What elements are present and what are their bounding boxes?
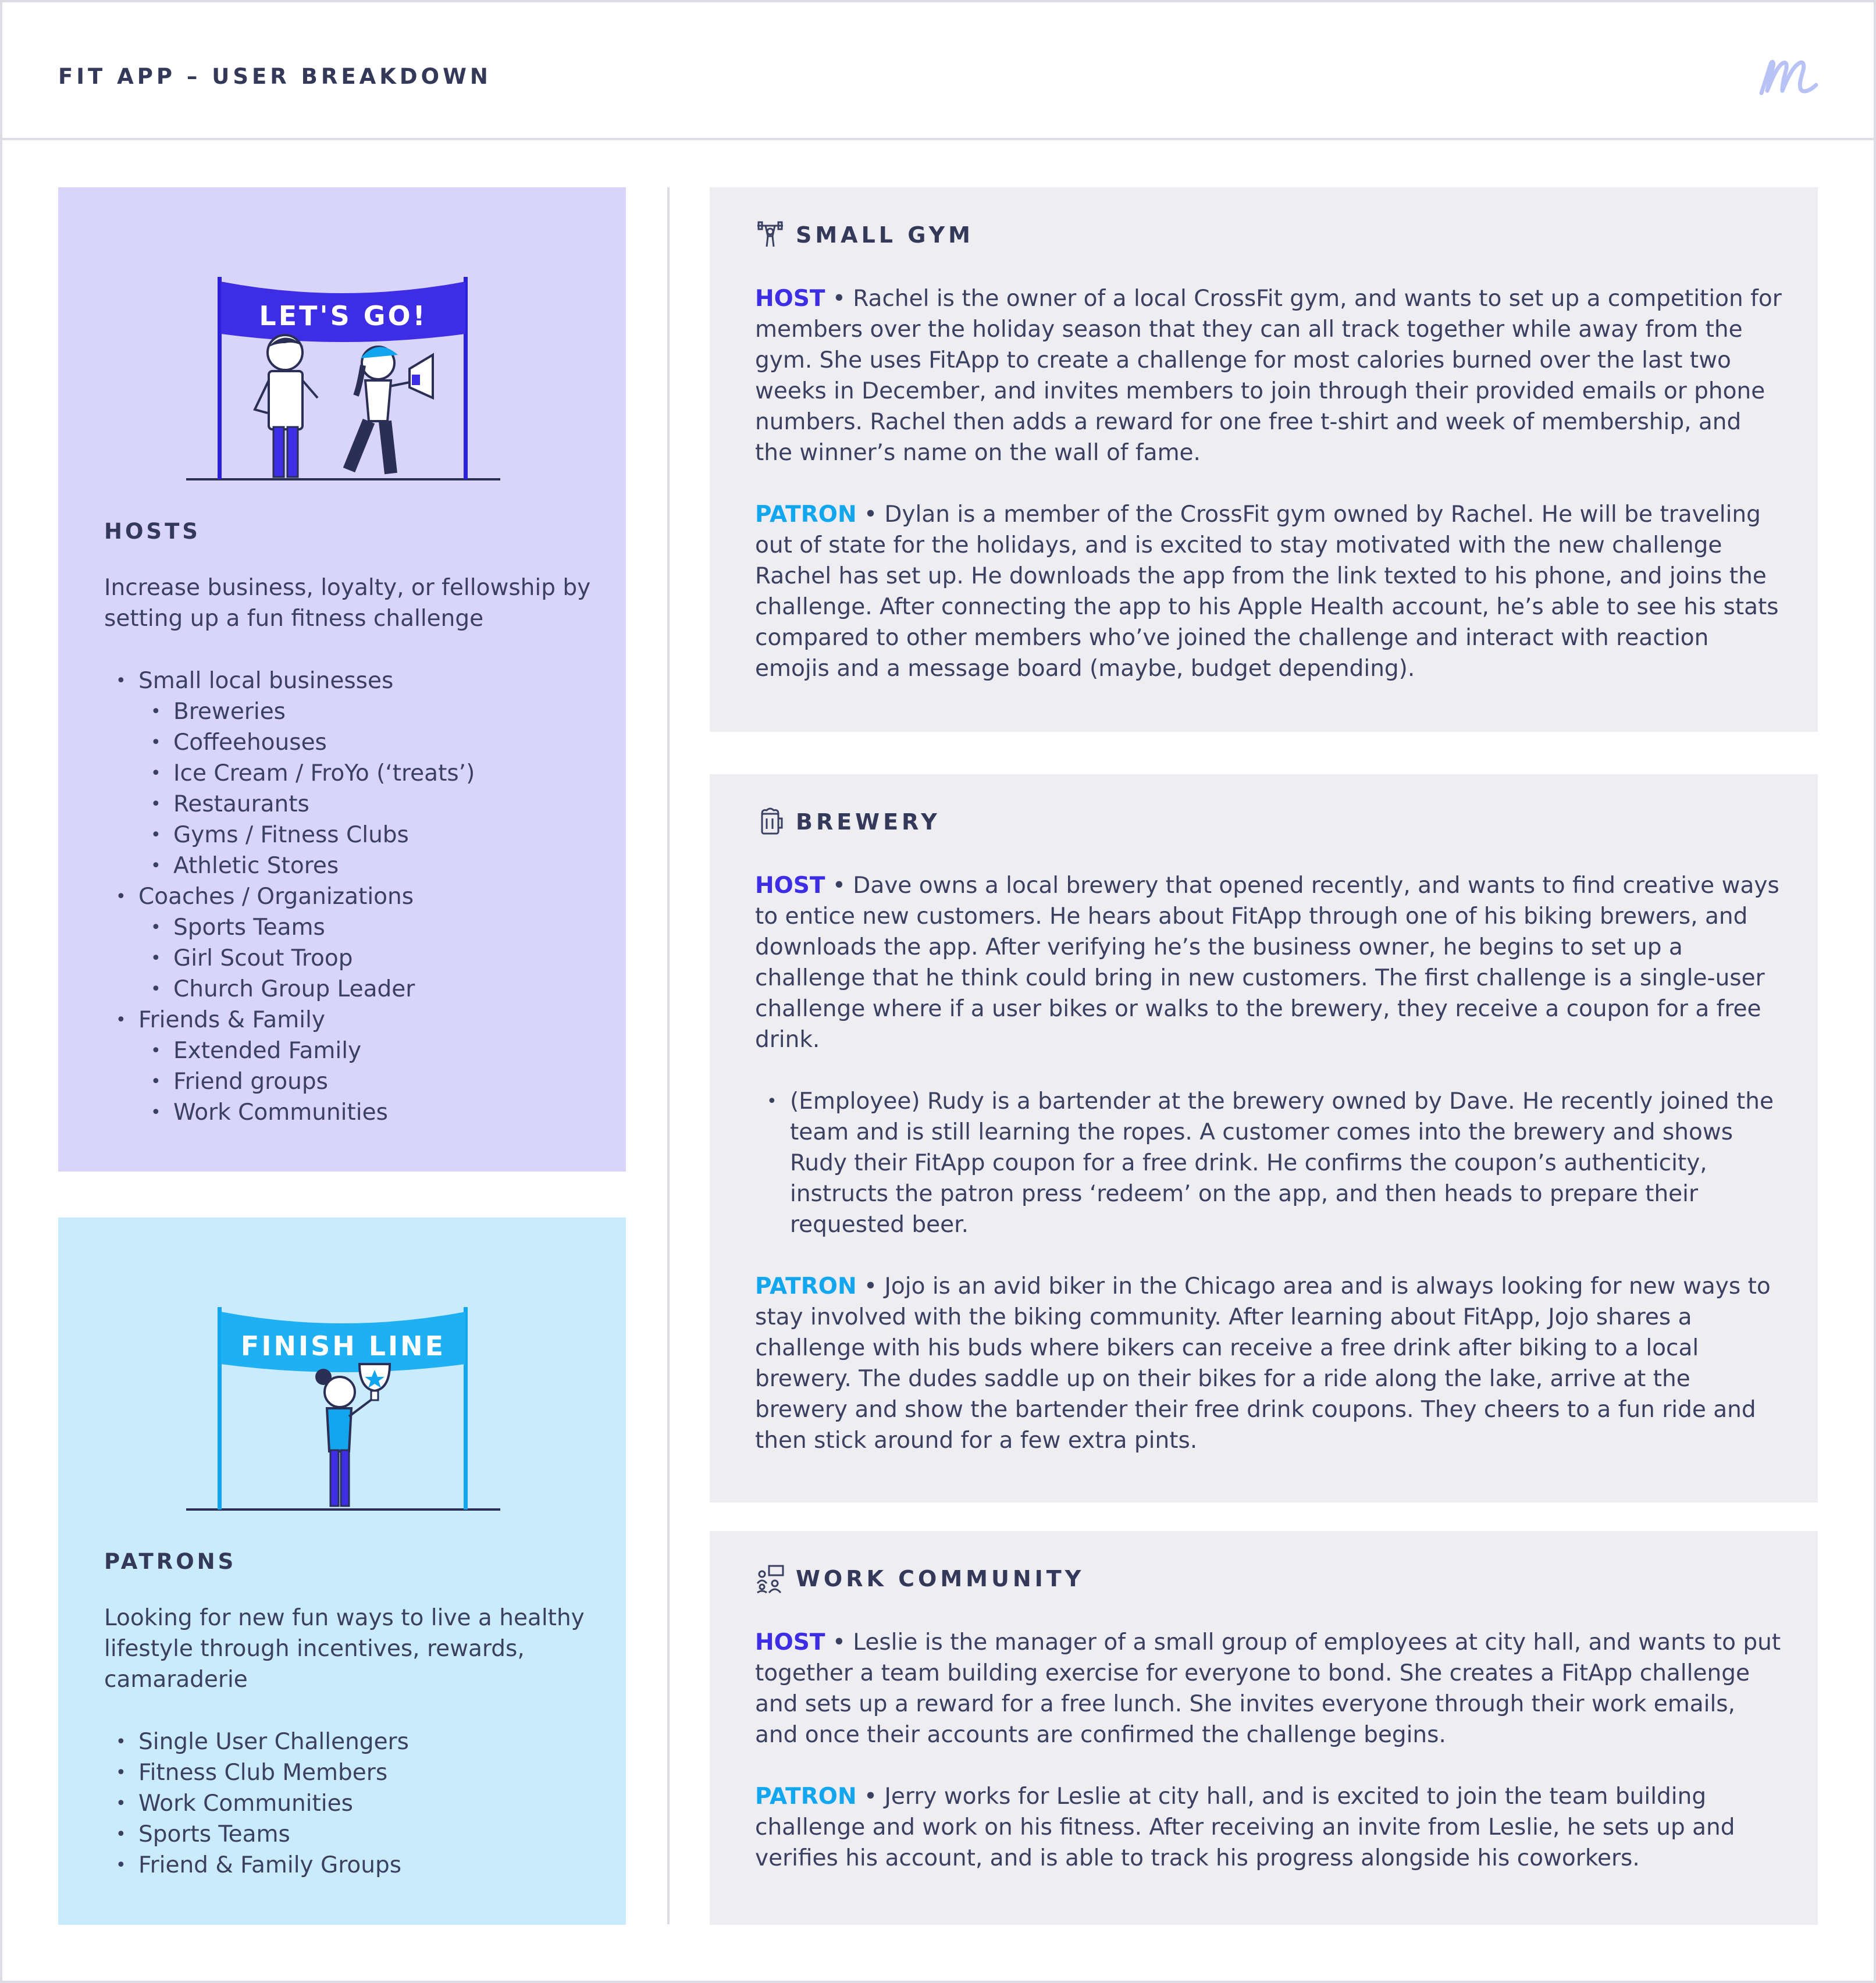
host-tag: HOST <box>755 1629 825 1656</box>
small-gym-host-paragraph <box>755 283 1785 468</box>
list-item: • Friend groups <box>104 1066 604 1097</box>
small-gym-card <box>710 187 1818 732</box>
hosts-panel <box>58 187 626 1172</box>
list-item: • Girl Scout Troop <box>104 943 604 974</box>
list-item: • Work Communities <box>104 1788 604 1819</box>
work-community-title: WORK COMMUNITY <box>796 1566 1085 1592</box>
brewery-title-row <box>755 806 941 838</box>
column-divider <box>667 187 670 1924</box>
list-item: • Church Group Leader <box>104 974 604 1005</box>
patrons-list <box>104 1726 604 1881</box>
list-item: • Work Communities <box>104 1097 604 1128</box>
list-item: • Gyms / Fitness Clubs <box>104 820 604 850</box>
lets-go-banner-illustration <box>175 223 512 485</box>
patron-text: • Dylan is a member of the CrossFit gym owned by Rachel. He will be traveling out of state for the holidays, and is excited to stay motivated with the new challenge Rachel has set up. He downloads the app from the link texted to his phone, and joins the challenge. After connecting the app to his Apple Health account, he’s able to see his stats compared to other members who’ve joined the challenge and interact with reaction emojis and a message board (maybe, budget depending). <box>755 501 1779 682</box>
brewery-host-paragraph <box>755 870 1785 1055</box>
patrons-heading: PATRONS <box>104 1549 237 1574</box>
patron-text: • Jerry works for Leslie at city hall, and is excited to join the team building challenge and work on his fitness. After receiving an invite from Leslie, he sets up and verifies his account, and is able to track his progress alongside his coworkers. <box>755 1783 1735 1871</box>
brewery-card <box>710 774 1818 1503</box>
host-text: • Rachel is the owner of a local CrossFit gym, and wants to set up a competition for members over the holiday season that they can all track together while away from the gym. She uses FitApp to create a challenge for most calories burned over the last two weeks in December, and invites members to join through their provided emails or phone numbers. Rachel then adds a reward for one free t-shirt and week of membership, and the winner’s name on the wall of fame. <box>755 286 1782 466</box>
list-item: • Coaches / Organizations <box>104 881 604 912</box>
list-item: • Small local businesses <box>104 665 604 696</box>
list-item: • Sports Teams <box>104 1819 604 1850</box>
page-header <box>0 0 1876 140</box>
list-item: • Extended Family <box>104 1035 604 1066</box>
list-item: • Single User Challengers <box>104 1726 604 1757</box>
list-item: • Restaurants <box>104 789 604 820</box>
list-item: • Friends & Family <box>104 1005 604 1035</box>
list-item: • Fitness Club Members <box>104 1757 604 1788</box>
host-text: • Leslie is the manager of a small group of employees at city hall, and wants to put together a team building exercise for everyone to bond. She creates a FitApp challenge and sets up a reward for a free lunch. She invites everyone through their work emails, and once their accounts are confirmed the challenge begins. <box>755 1629 1781 1748</box>
patron-text: • Jojo is an avid biker in the Chicago area and is always looking for new ways to stay involved with the biking community. After learning about FitApp, Jojo shares a challenge with his buds where bikers can receive a free drink after biking to a local brewery. The dudes saddle up on their bikes for a ride along the lake, arrive at the brewery and show the bartender their free drink coupons. They cheers to a fun ride and then stick around for a few extra pints. <box>755 1273 1771 1454</box>
barbell-gym-icon <box>755 220 785 250</box>
hosts-list <box>104 665 604 1128</box>
banner-lets-go-text: LET'S GO! <box>259 300 428 332</box>
hosts-description: Increase business, loyalty, or fellowship by setting up a fun fitness challenge <box>104 575 591 632</box>
hosts-heading: HOSTS <box>104 519 201 544</box>
small-gym-title: SMALL GYM <box>796 222 974 248</box>
beer-mug-icon <box>755 807 785 837</box>
list-item: • Breweries <box>104 696 604 727</box>
work-community-host-paragraph <box>755 1627 1785 1750</box>
patrons-panel <box>58 1217 626 1925</box>
host-tag: HOST <box>755 286 825 312</box>
brewery-title: BREWERY <box>796 809 941 835</box>
patrons-description: Looking for new fun ways to live a healthy lifestyle through incentives, rewards, camaraderie <box>104 1605 585 1693</box>
list-item: • Friend & Family Groups <box>104 1850 604 1881</box>
small-gym-patron-paragraph <box>755 499 1785 684</box>
page-title: FIT APP – USER BREAKDOWN <box>58 64 492 89</box>
host-tag: HOST <box>755 873 825 899</box>
finish-line-banner-illustration <box>175 1254 512 1515</box>
m-script-logo-icon <box>1757 48 1821 106</box>
host-text: • Dave owns a local brewery that opened recently, and wants to find creative ways to entice new customers. He hears about FitApp through one of his biking brewers, and downloads the app. After verifying he’s the business owner, he begins to set up a challenge that he think could bring in new customers. The first challenge is a single-user challenge where if a user bikes or walks to the brewery, they receive a coupon for a free drink. <box>755 873 1779 1053</box>
patron-tag: PATRON <box>755 1783 857 1810</box>
banner-finish-line-text: FINISH LINE <box>240 1330 446 1362</box>
list-item: • Athletic Stores <box>104 850 604 881</box>
list-item: • Sports Teams <box>104 912 604 943</box>
brewery-patron-paragraph <box>755 1271 1785 1456</box>
list-item: • Coffeehouses <box>104 727 604 758</box>
list-item: • Ice Cream / FroYo (‘treats’) <box>104 758 604 789</box>
brewery-employee-item: • (Employee) Rudy is a bartender at the brewery owned by Dave. He recently joined the team and is still learning the ropes. A customer comes into the brewery and shows Rudy their FitApp coupon for a free drink. He confirms the coupon’s authenticity, instructs the patron press ‘redeem’ on the app, and then heads to prepare their requested beer. <box>790 1086 1779 1240</box>
patron-tag: PATRON <box>755 501 857 528</box>
work-community-patron-paragraph <box>755 1781 1785 1874</box>
work-community-card <box>710 1531 1818 1925</box>
work-community-title-row <box>755 1562 1084 1595</box>
patron-tag: PATRON <box>755 1273 857 1300</box>
small-gym-title-row <box>755 219 974 251</box>
people-presentation-icon <box>755 1564 785 1594</box>
